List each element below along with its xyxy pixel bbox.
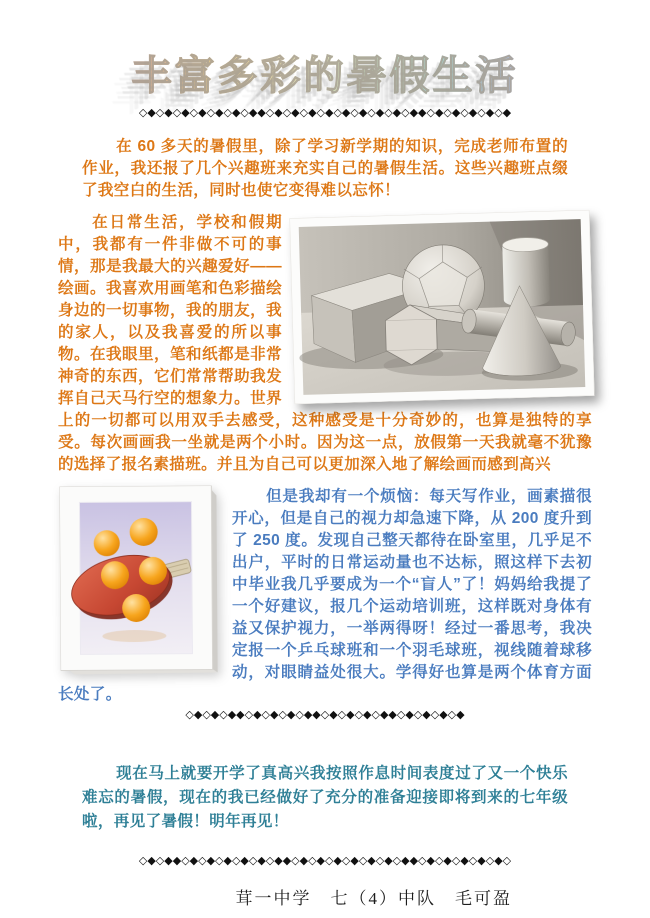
section-drawing [58, 212, 592, 476]
paragraph-drawing: 在日常生活，学校和假期中，我都有一件非做不可的事情，那是我最大的兴趣爱好——绘画。我喜欢用画笔和色彩描绘身边的一切事物，我的朋友，我的家人，以及我喜爱的所以事物。在我眼里，笔和纸都是非常神奇的东西，它们常常帮助我发挥自己天马行空的想象力。世界上的一切都可以用双手去感受，这种感受是十分奇妙的，也算是独特的享受。每次画画我一坐就是两个小时。因为这一点，放假第一天我就毫不犹豫的选择了报名素描班。并且为自己可以更加深入地了解绘画而感到高兴 [58, 214, 592, 473]
sketch-still-life-image [289, 210, 594, 404]
page-title: 丰富多彩的暑假生活 [58, 52, 592, 100]
diamond-divider-middle: ◇◆◇◆◇◆◆◇◆◇◆◇◆◇◆◆◇◆◇◆◇◆◇◆◆◇◆◇◆◇◆◇◆ [185, 709, 465, 721]
paragraph-intro: 在 60 多天的暑假里，除了学习新学期的知识，完成老师布置的作业，我还报了几个兴趣班来充实自己的暑假生活。这些兴趣班点缀了我空白的生活，同时也使它变得难以忘怀！ [82, 138, 568, 199]
pingpong-photo [59, 485, 218, 674]
cylinder-shape [502, 237, 550, 307]
section-sports [58, 486, 592, 722]
diamond-divider-bottom: ◇◆◇◆◆◇◆◇◆◇◆◇◆◇◆◇◆◆◇◆◇◆◇◆◇◆◇◆◇◆◇◆◆◇◆◇◆◇◆◇◆◇◆◇ [138, 855, 512, 867]
diamond-divider-top: ◇◆◇◆◇◆◇◆◇◆◇◆◇◆◆◇◆◇◆◇◆◇◆◇◆◇◆◇◆◇◆◇◆◆◇◆◇◆◇◆◇◆◇◆ [138, 107, 512, 119]
paragraph-ending: 现在马上就要开学了真高兴我按照作息时间表度过了又一个快乐难忘的暑假，现在的我已经做好了充分的准备迎接即将到来的七年级啦，再见了暑假！明年再见！ [82, 765, 568, 830]
signature: 茸一中学 七（4）中队 毛可盈 [235, 889, 512, 908]
pingpong-photo-image [59, 485, 218, 674]
paragraph-worry: 但是我却有一个烦恼：每天写作业，画素描很开心，但是自己的视力却急速下降，从 200 度升到了 250 度。发现自己整天都待在卧室里，几乎足不出户，平时的日常运动量也不达标，照这样下去初中毕业我几乎要成为一个“盲人”了！妈妈给我提了一个好建议，报几个运动培训班，这样既对身体有益又保护视力，一举两得呀！经过一番思考，我决定报一个乒乓球班和一个羽毛球班，视线随着球移动，对眼睛益处很大。学得好也算是两个体育方面长处了。 [58, 488, 592, 703]
sketch-drawing [289, 210, 594, 404]
